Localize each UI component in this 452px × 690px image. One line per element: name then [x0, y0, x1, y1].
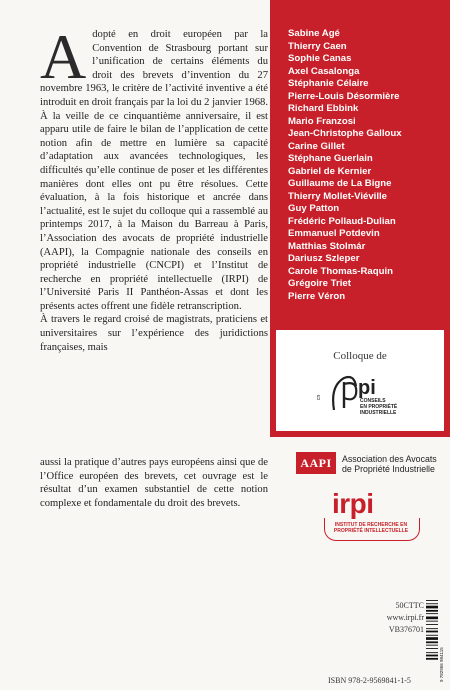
barcode-bar	[426, 617, 438, 620]
author-name: Thierry Caen	[288, 40, 347, 52]
author-name: Sophie Canas	[288, 53, 352, 64]
author-name: Pierre Véron	[288, 290, 346, 302]
author-name: Carole Thomas-Raquin	[288, 265, 394, 277]
barcode-bar	[426, 641, 438, 643]
author-name: Jean-Christophe Galloux	[288, 128, 402, 139]
svg-text:CONSEILS: CONSEILS	[360, 398, 386, 404]
blurb-paragraph-1: dopté en droit européen par la Convention de Strasbourg portant sur l’unification de certains éléments du droit des brevets d’invention du 27 novembre 1963, le critère de l’activité inventive a été introduit en droit français par la loi du 2 janvier 1968.	[40, 29, 268, 108]
barcode-bar	[426, 658, 438, 660]
irpi-subtitle-line-2: PROPRIÉTÉ INTELLECTUELLE	[333, 528, 409, 534]
barcode-bar	[426, 606, 438, 609]
barcode-bar	[426, 645, 438, 646]
cnpi-logo-icon	[316, 368, 440, 418]
author-name: Emmanuel Potdevin	[288, 228, 380, 239]
blurb-paragraph-3: À travers le regard croisé de magistrats, praticiens et universitaires sur l’expérience des juridictions françaises, mais	[40, 314, 268, 353]
svg-text:cn: cn	[316, 394, 322, 400]
author-name: Richard Ebbink	[288, 103, 359, 114]
irpi-subtitle-line-1: INSTITUT DE RECHERCHE EN	[334, 522, 408, 528]
svg-text:EN PROPRIÉTÉ: EN PROPRIÉTÉ	[360, 404, 398, 410]
barcode-bar	[426, 648, 438, 649]
author-name: Guy Patton	[288, 203, 340, 214]
aapi-line-1: Association des Avocats	[342, 454, 437, 464]
barcode-bar	[426, 600, 438, 601]
aapi-name	[342, 454, 452, 474]
author-name: Stéphanie Célaire	[288, 78, 369, 89]
barcode-bar	[426, 655, 438, 657]
author-name: Frédéric Pollaud-Dulian	[288, 215, 396, 227]
barcode-bar	[426, 637, 438, 640]
barcode-bar	[426, 613, 438, 614]
author-name: Stéphane Guerlain	[288, 153, 373, 164]
barcode-bar	[426, 631, 438, 633]
barcode-bar	[426, 635, 438, 636]
colloque-box	[276, 330, 444, 431]
author-list	[288, 28, 402, 303]
barcode-bar	[426, 621, 438, 622]
irpi-subtitle	[326, 522, 416, 534]
author-name: Mario Franzosi	[288, 115, 356, 127]
barcode-bar	[426, 610, 438, 612]
price-code: 50CTTC	[395, 601, 424, 610]
irpi-wordmark: irpi	[332, 488, 374, 519]
drop-cap: A	[40, 21, 87, 92]
author-name: Matthias Stolmár	[288, 240, 366, 252]
blurb-text-continued: aussi la pratique d’autres pays européens ainsi que de l’Office européen des brevets, cet ouvrage est le résultat d’un examen substantiel de cette notion complexe et fondamentale du droit des brevets.	[40, 457, 268, 509]
reference-code: VB376701	[388, 625, 424, 634]
blurb-paragraph-2: À la veille de ce cinquantième anniversaire, il est apparu utile de faire le bilan de l’application de cette notion afin de mettre en lumière sa capacité d’adaptation aux avancées technologiques, les difficultés qu’elle continue de poser et les différentes manières dont elles ont pu être résolues. Cette évaluation, à la fois historique et ancrée dans l’actualité, est le sujet du colloque qui a rassemblé au printemps 2017, à la Maison du Barreau à Paris, l’Association des avocats de propriété industrielle (AAPI), la Compagnie nationale des conseils en propriété industrielle (CNCPI) et l’Institut de recherche en propriété intellectuelle (IRPI) de l’Université Paris II Panthéon-Assas et dont les présents actes offrent une fidèle retranscription.	[40, 110, 268, 312]
barcode-icon	[426, 598, 444, 684]
author-name: Axel Casalonga	[288, 65, 360, 77]
author-name: Thierry Mollet-Viéville	[288, 190, 387, 202]
barcode-bar	[426, 603, 438, 604]
isbn: ISBN 978-2-9569841-1-5	[328, 676, 411, 685]
publication-info	[364, 600, 424, 636]
barcode-bar	[426, 652, 438, 653]
blurb-text	[40, 21, 268, 354]
irpi-logo	[330, 490, 410, 544]
author-name: Dariusz Szleper	[288, 253, 360, 264]
author-name: Gabriel de Kernier	[288, 165, 372, 177]
website: www.irpi.fr	[386, 613, 424, 622]
svg-text:INDUSTRIELLE: INDUSTRIELLE	[360, 410, 397, 416]
aapi-badge: AAPI	[296, 452, 336, 474]
author-panel	[270, 0, 450, 437]
barcode-digits: 9 782956 984115	[439, 647, 444, 682]
author-name: Pierre-Louis Désormière	[288, 90, 400, 102]
author-name: Grégoire Triet	[288, 278, 351, 289]
cnpi-letters: pi	[358, 377, 376, 399]
barcode-bar	[426, 628, 438, 629]
aapi-line-2: de Propriété Industrielle	[342, 464, 435, 474]
author-name: Guillaume de La Bigne	[288, 178, 392, 189]
colloque-label: Colloque de	[333, 350, 387, 362]
author-name: Sabine Agé	[288, 28, 340, 39]
barcode-bar	[426, 624, 438, 625]
author-name: Carine Gillet	[288, 140, 345, 152]
